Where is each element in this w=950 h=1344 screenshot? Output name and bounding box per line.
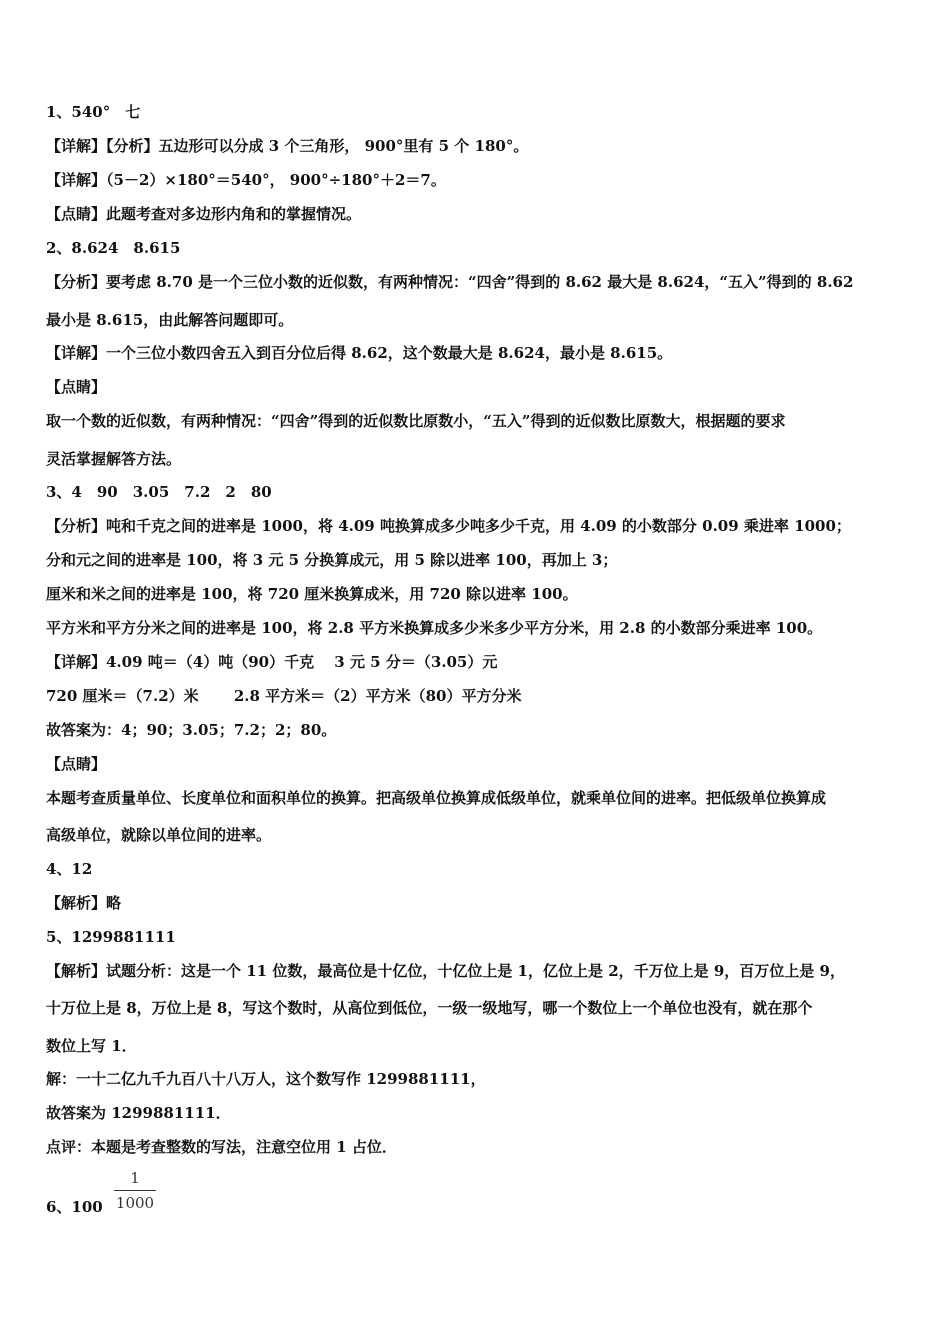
answer-3-detail-2: 720 厘米＝（7.2）米 2.8 平方米＝（2）平方米（80）平方分米 <box>46 687 522 705</box>
answer-3-analysis: 【分析】吨和千克之间的进率是 1000，将 4.09 吨换算成多少吨多少千克，用 4.09 的小数部分 0.09 乘进率 1000； <box>46 517 851 535</box>
answer-2-analysis-cont: 最小是 8.615，由此解答问题即可。 <box>46 311 294 329</box>
fraction-bar <box>114 1190 156 1191</box>
answer-2-comment: 取一个数的近似数，有两种情况：“四舍”得到的近似数比原数小，“五入”得到的近似数比原数大，根据题的要求 <box>46 412 786 430</box>
answer-1-heading: 1、540° 七 <box>46 103 141 121</box>
answer-2-analysis: 【分析】要考虑 8.70 是一个三位小数的近似数，有两种情况：“四舍”得到的 8.62 最大是 8.624，“五入”得到的 8.62 <box>46 273 854 291</box>
answer-3-conclusion: 故答案为：4；90；3.05；7.2；2；80。 <box>46 721 337 739</box>
answer-4-analysis: 【解析】略 <box>46 894 122 912</box>
answer-5-analysis-cont: 十万位上是 8，万位上是 8，写这个数时，从高位到低位，一级一级地写，哪一个数位上一个单位也没有，就在那个 <box>46 999 813 1017</box>
answer-3-comment-cont: 高级单位，就除以单位间的进率。 <box>46 826 272 844</box>
answer-5-comment: 点评：本题是考查整数的写法，注意空位用 1 占位． <box>46 1138 397 1156</box>
answer-3-comment-label: 【点睛】 <box>46 755 107 773</box>
answer-3-detail: 【详解】4.09 吨＝（4）吨（90）千克 3 元 5 分＝（3.05）元 <box>46 653 498 671</box>
answer-3-analysis-3: 厘米和米之间的进率是 100，将 720 厘米换算成米，用 720 除以进率 100。 <box>46 585 578 603</box>
answer-3-analysis-4: 平方米和平方分米之间的进率是 100，将 2.8 平方米换算成多少米多少平方分米，用 2.8 的小数部分乘进率 100。 <box>46 619 823 637</box>
answer-6-fraction <box>112 1168 158 1213</box>
answer-5-conclusion: 故答案为 1299881111． <box>46 1104 231 1122</box>
fraction-numerator: 1 <box>130 1169 140 1187</box>
answer-4-heading: 4、12 <box>46 860 93 878</box>
answer-1-analysis: 【详解】【分析】五边形可以分成 3 个三角形， 900°里有 5 个 180°。 <box>46 137 529 155</box>
answer-3-heading: 3、4 90 3.05 7.2 2 80 <box>46 483 272 501</box>
answer-1-comment: 【点睛】此题考查对多边形内角和的掌握情况。 <box>46 205 362 223</box>
answer-5-analysis-cont-2: 数位上写 1． <box>46 1037 137 1055</box>
answer-6-heading: 6、100 <box>46 1198 103 1216</box>
answer-2-comment-cont: 灵活掌握解答方法。 <box>46 450 182 468</box>
answer-5-solution: 解：一十二亿九千九百八十八万人，这个数写作 1299881111， <box>46 1070 486 1088</box>
answer-3-analysis-2: 分和元之间的进率是 100，将 3 元 5 分换算成元，用 5 除以进率 100，再加上 3； <box>46 551 618 569</box>
answer-2-comment-label: 【点睛】 <box>46 378 107 396</box>
fraction-denominator: 1000 <box>115 1194 155 1212</box>
answer-5-heading: 5、1299881111 <box>46 928 176 946</box>
answer-3-comment: 本题考查质量单位、长度单位和面积单位的换算。把高级单位换算成低级单位，就乘单位间的进率。把低级单位换算成 <box>46 789 827 807</box>
answer-1-detail: 【详解】（5－2）×180°＝540°， 900°÷180°＋2＝7。 <box>46 171 446 189</box>
answer-2-detail: 【详解】一个三位小数四舍五入到百分位后得 8.62，这个数最大是 8.624，最小是 8.615。 <box>46 344 673 362</box>
answer-5-analysis: 【解析】试题分析：这是一个 11 位数，最高位是十亿位，十亿位上是 1，亿位上是 2，千万位上是 9，百万位上是 9， <box>46 962 845 980</box>
answer-2-heading: 2、8.624 8.615 <box>46 239 181 257</box>
